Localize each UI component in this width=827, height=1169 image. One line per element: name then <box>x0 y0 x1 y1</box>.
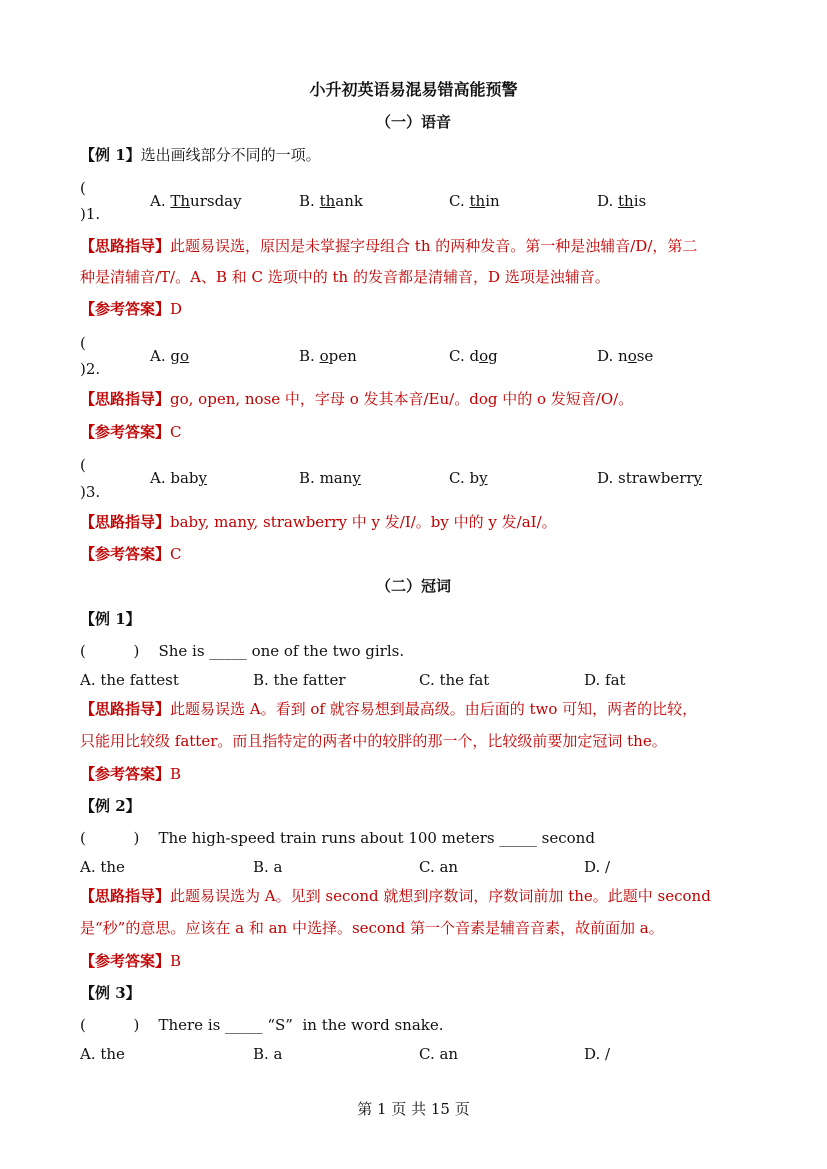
articles-ex2-label: 【例 2】 <box>80 797 141 815</box>
articles-ex3-option-c: C. an <box>419 1045 459 1063</box>
q3-paren: ( <box>80 456 86 474</box>
example-instruction <box>80 145 321 165</box>
page-footer: 第 1 页 共 15 页 <box>357 1100 470 1118</box>
q3-option-d: D. strawberry <box>597 469 703 487</box>
q3-option-c: C. by <box>449 469 488 487</box>
articles-ex1-hint-line2: 只能用比较级 fatter。而且指特定的两者中的较胖的那一个，比较级前要加定冠词 the。 <box>80 732 667 750</box>
articles-ex3-option-b: B. a <box>253 1045 283 1063</box>
articles-ex1-answer: 【参考答案】B <box>80 765 182 783</box>
example-label: 【例 1】 <box>80 146 141 164</box>
q1-option-d: D. this <box>597 192 647 210</box>
articles-ex1-option-a: A. the fattest <box>80 671 179 689</box>
articles-ex1-label: 【例 1】 <box>80 610 141 628</box>
q2-option-a: A. go <box>150 347 190 365</box>
articles-ex1-question: ( ) She is _____ one of the two girls. <box>80 642 405 660</box>
q2-option-b: B. open <box>299 347 357 365</box>
q1-answer: 【参考答案】D <box>80 300 183 318</box>
articles-ex2-option-d: D. / <box>584 858 611 876</box>
articles-ex2-hint-line1: 【思路指导】此题易误选为 A。见到 second 就想到序数词，序数词前加 the。此题中 second <box>80 887 711 905</box>
q3-option-a: A. baby <box>150 469 208 487</box>
articles-ex2-option-a: A. the <box>80 858 125 876</box>
q1-hint-line1: 【思路指导】此题易误选，原因是未掌握字母组合 th 的两种发音。第一种是浊辅音/D/，第二 <box>80 237 698 255</box>
articles-ex3-label: 【例 3】 <box>80 984 141 1002</box>
document-title: 小升初英语易混易错高能预警 <box>309 80 518 99</box>
articles-ex1-option-c: C. the fat <box>419 671 490 689</box>
q1-option-c: C. thin <box>449 192 500 210</box>
articles-ex3-question: ( ) There is _____ “S” in the word snake. <box>80 1016 444 1034</box>
q1-number: )1. <box>80 205 101 223</box>
articles-ex2-question: ( ) The high-speed train runs about 100 meters _____ second <box>80 829 595 847</box>
articles-ex2-hint-line2: 是“秒”的意思。应该在 a 和 an 中选择。second 第一个音素是辅音音素，故前面加 a。 <box>80 919 664 937</box>
articles-ex2-option-c: C. an <box>419 858 459 876</box>
q2-option-c: C. dog <box>449 347 498 365</box>
articles-ex2-option-b: B. a <box>253 858 283 876</box>
q1-hint-line2: 种是清辅音/T/。A、B 和 C 选项中的 th 的发音都是清辅音，D 选项是浊辅音。 <box>80 268 610 286</box>
articles-ex1-hint-line1: 【思路指导】此题易误选 A。看到 of 就容易想到最高级。由后面的 two 可知，两者的比较， <box>80 700 698 718</box>
q2-hint: 【思路指导】go, open, nose 中，字母 o 发其本音/Eu/。dog 中的 o 发短音/O/。 <box>80 390 634 408</box>
section-heading-articles: （二）冠词 <box>375 577 451 595</box>
section-heading-phonetics: （一）语音 <box>375 113 451 131</box>
articles-ex1-option-b: B. the fatter <box>253 671 346 689</box>
articles-ex2-answer: 【参考答案】B <box>80 952 182 970</box>
articles-ex3-option-d: D. / <box>584 1045 611 1063</box>
q1-paren: ( <box>80 179 86 197</box>
q3-number: )3. <box>80 483 101 501</box>
articles-ex1-option-d: D. fat <box>584 671 626 689</box>
articles-ex3-option-a: A. the <box>80 1045 125 1063</box>
q3-option-b: B. many <box>299 469 361 487</box>
q2-number: )2. <box>80 360 101 378</box>
instruction-text: 选出画线部分不同的一项。 <box>140 146 321 164</box>
q3-answer: 【参考答案】C <box>80 545 182 563</box>
q1-option-b: B. thank <box>299 192 363 210</box>
q1-option-a: A. Thursday <box>150 192 242 210</box>
q2-answer: 【参考答案】C <box>80 423 182 441</box>
q2-option-d: D. nose <box>597 347 654 365</box>
q2-paren: ( <box>80 334 86 352</box>
q3-hint: 【思路指导】baby, many, strawberry 中 y 发/I/。by 中的 y 发/aI/。 <box>80 513 557 531</box>
